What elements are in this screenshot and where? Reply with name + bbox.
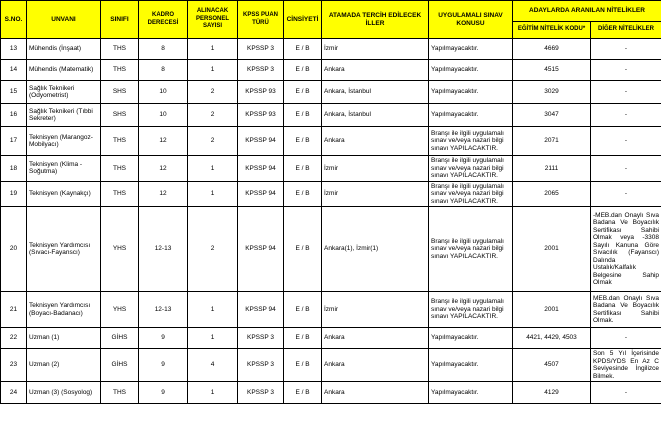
row-sno: 13 xyxy=(1,39,27,60)
row-diger: - xyxy=(591,127,661,156)
row-unvan: Mühendis (İnşaat) xyxy=(27,39,101,60)
row-cinsiyet: E / B xyxy=(284,349,322,382)
table-row xyxy=(1,181,661,207)
row-sinav: Branşı ile ilgili uygulamalı sınav ve/veya nazari bilgi sınavı YAPILACAKTIR. xyxy=(429,292,513,328)
header-alinacak: ALINACAK PERSONEL SAYISI xyxy=(188,1,238,39)
row-sinif: THS xyxy=(101,156,139,182)
row-sno: 17 xyxy=(1,127,27,156)
row-sno: 21 xyxy=(1,292,27,328)
row-kadro: 12 xyxy=(139,181,188,207)
row-sinif: YHS xyxy=(101,292,139,328)
table-row xyxy=(1,81,661,104)
row-kod: 2071 xyxy=(513,127,591,156)
row-iller: Ankara xyxy=(322,328,429,349)
row-kpss: KPSSP 94 xyxy=(238,292,284,328)
row-kadro: 10 xyxy=(139,81,188,104)
row-iller: Ankara(1), İzmir(1) xyxy=(322,207,429,292)
table-row xyxy=(1,349,661,382)
header-diger: DİĞER NİTELİKLER xyxy=(591,22,661,39)
header-kpss: KPSS PUAN TÜRÜ xyxy=(238,1,284,39)
row-kod: 2001 xyxy=(513,292,591,328)
row-iller: İzmir xyxy=(322,39,429,60)
row-kod: 4129 xyxy=(513,382,591,404)
row-sno: 22 xyxy=(1,328,27,349)
row-diger: - xyxy=(591,104,661,127)
row-cinsiyet: E / B xyxy=(284,207,322,292)
row-cinsiyet: E / B xyxy=(284,104,322,127)
header-kadro: KADRO DERECESİ xyxy=(139,1,188,39)
row-sinif: GİHS xyxy=(101,349,139,382)
row-iller: Ankara, İstanbul xyxy=(322,104,429,127)
row-cinsiyet: E / B xyxy=(284,382,322,404)
row-cinsiyet: E / B xyxy=(284,292,322,328)
row-unvan: Uzman (2) xyxy=(27,349,101,382)
row-sno: 19 xyxy=(1,181,27,207)
table-row xyxy=(1,382,661,404)
row-iller: İzmir xyxy=(322,181,429,207)
row-sinav: Branşı ile ilgili uygulamalı sınav ve/veya nazari bilgi sınavı YAPILACAKTIR. xyxy=(429,207,513,292)
row-alinacak: 1 xyxy=(188,292,238,328)
row-iller: İzmir xyxy=(322,292,429,328)
header-uygulamali: UYGULAMALI SINAV KONUSU xyxy=(429,1,513,39)
row-kod: 2001 xyxy=(513,207,591,292)
row-sinav: Yapılmayacaktır. xyxy=(429,104,513,127)
row-sinif: SHS xyxy=(101,81,139,104)
row-unvan: Teknisyen (Kaynakçı) xyxy=(27,181,101,207)
row-kod: 4421, 4429, 4503 xyxy=(513,328,591,349)
row-kpss: KPSSP 94 xyxy=(238,207,284,292)
row-kpss: KPSSP 93 xyxy=(238,104,284,127)
row-kadro: 9 xyxy=(139,328,188,349)
row-sinif: THS xyxy=(101,39,139,60)
row-sinav: Branşı ile ilgili uygulamalı sınav ve/veya nazari bilgi sınavı YAPILACAKTIR. xyxy=(429,156,513,182)
row-kpss: KPSSP 3 xyxy=(238,39,284,60)
header-sno: S.NO. xyxy=(1,1,27,39)
row-diger: - xyxy=(591,328,661,349)
row-sno: 14 xyxy=(1,60,27,81)
row-alinacak: 4 xyxy=(188,349,238,382)
row-alinacak: 1 xyxy=(188,181,238,207)
row-kadro: 12-13 xyxy=(139,207,188,292)
row-sno: 18 xyxy=(1,156,27,182)
row-sinif: THS xyxy=(101,181,139,207)
row-kod: 4669 xyxy=(513,39,591,60)
row-kpss: KPSSP 94 xyxy=(238,181,284,207)
row-iller: Ankara xyxy=(322,127,429,156)
row-diger: -MEB.dan Onaylı Sıva Badana Ve Boyacılık Sertifikası Sahibi Olmak veya -3308 Sayılı Kanuna Göre Sıvacılık (Fayanscı) Dalında Ustalık/Kalfalık Belgesine Sahip Olmak xyxy=(591,207,661,292)
row-diger: Son 5 Yıl İçerisinde KPDS/YDS En Az C Seviyesinde İngilizce Bilmek. xyxy=(591,349,661,382)
row-unvan: Sağlık Teknikeri (Odyometrist) xyxy=(27,81,101,104)
row-unvan: Uzman (3) (Sosyolog) xyxy=(27,382,101,404)
row-sinif: THS xyxy=(101,60,139,81)
row-kadro: 10 xyxy=(139,104,188,127)
row-sno: 15 xyxy=(1,81,27,104)
row-sinif: THS xyxy=(101,127,139,156)
row-kadro: 9 xyxy=(139,382,188,404)
row-sinif: SHS xyxy=(101,104,139,127)
row-diger: - xyxy=(591,382,661,404)
row-kpss: KPSSP 3 xyxy=(238,349,284,382)
row-kadro: 12 xyxy=(139,156,188,182)
row-sinav: Yapılmayacaktır. xyxy=(429,382,513,404)
row-alinacak: 2 xyxy=(188,81,238,104)
row-alinacak: 1 xyxy=(188,156,238,182)
row-alinacak: 1 xyxy=(188,328,238,349)
row-kadro: 8 xyxy=(139,60,188,81)
row-iller: Ankara xyxy=(322,349,429,382)
row-diger: MEB.dan Onaylı Sıva Badana Ve Boyacılık Sertifikası Sahibi Olmak. xyxy=(591,292,661,328)
row-sno: 24 xyxy=(1,382,27,404)
row-sno: 23 xyxy=(1,349,27,382)
row-sinif: GİHS xyxy=(101,328,139,349)
row-kpss: KPSSP 94 xyxy=(238,127,284,156)
row-kod: 3029 xyxy=(513,81,591,104)
row-unvan: Mühendis (Matematik) xyxy=(27,60,101,81)
table-row xyxy=(1,207,661,292)
row-kadro: 12-13 xyxy=(139,292,188,328)
row-diger: - xyxy=(591,39,661,60)
row-unvan: Sağlık Teknikeri (Tıbbi Sekreter) xyxy=(27,104,101,127)
header-sinif: SINIFI xyxy=(101,1,139,39)
row-iller: İzmir xyxy=(322,156,429,182)
row-alinacak: 1 xyxy=(188,39,238,60)
row-kadro: 8 xyxy=(139,39,188,60)
row-diger: - xyxy=(591,181,661,207)
row-kpss: KPSSP 94 xyxy=(238,156,284,182)
header-unvan: UNVANI xyxy=(27,1,101,39)
row-sinif: YHS xyxy=(101,207,139,292)
row-sno: 20 xyxy=(1,207,27,292)
header-adaylarda: ADAYLARDA ARANILAN NİTELİKLER xyxy=(513,1,661,22)
row-diger: - xyxy=(591,81,661,104)
row-cinsiyet: E / B xyxy=(284,127,322,156)
table-row xyxy=(1,60,661,81)
row-unvan: Teknisyen (Marangoz-Mobilyacı) xyxy=(27,127,101,156)
row-cinsiyet: E / B xyxy=(284,39,322,60)
header-egitim: EĞİTİM NİTELİK KODU* xyxy=(513,22,591,39)
row-cinsiyet: E / B xyxy=(284,81,322,104)
row-alinacak: 1 xyxy=(188,382,238,404)
row-cinsiyet: E / B xyxy=(284,156,322,182)
row-sinav: Yapılmayacaktır. xyxy=(429,60,513,81)
row-kpss: KPSSP 3 xyxy=(238,60,284,81)
row-sno: 16 xyxy=(1,104,27,127)
table-row xyxy=(1,39,661,60)
row-kpss: KPSSP 3 xyxy=(238,382,284,404)
row-kadro: 9 xyxy=(139,349,188,382)
row-cinsiyet: E / B xyxy=(284,181,322,207)
row-diger: - xyxy=(591,60,661,81)
row-sinav: Yapılmayacaktır. xyxy=(429,328,513,349)
row-sinav: Yapılmayacaktır. xyxy=(429,349,513,382)
row-cinsiyet: E / B xyxy=(284,60,322,81)
row-unvan: Uzman (1) xyxy=(27,328,101,349)
row-iller: Ankara xyxy=(322,60,429,81)
row-unvan: Teknisyen (Klima - Soğutma) xyxy=(27,156,101,182)
header-atamada: ATAMADA TERCİH EDİLECEK İLLER xyxy=(322,1,429,39)
row-diger: - xyxy=(591,156,661,182)
row-kadro: 12 xyxy=(139,127,188,156)
row-kod: 2065 xyxy=(513,181,591,207)
row-sinav: Branşı ile ilgili uygulamalı sınav ve/veya nazari bilgi sınavı YAPILACAKTIR. xyxy=(429,181,513,207)
row-kod: 4515 xyxy=(513,60,591,81)
table-row xyxy=(1,127,661,156)
row-unvan: Teknisyen Yardımcısı (Boyacı-Badanacı) xyxy=(27,292,101,328)
row-alinacak: 2 xyxy=(188,207,238,292)
row-kod: 3047 xyxy=(513,104,591,127)
row-kpss: KPSSP 93 xyxy=(238,81,284,104)
row-sinav: Branşı ile ilgili uygulamalı sınav ve/veya nazari bilgi sınavı YAPILACAKTIR. xyxy=(429,127,513,156)
table-row xyxy=(1,292,661,328)
table-row xyxy=(1,156,661,182)
row-kod: 2111 xyxy=(513,156,591,182)
row-alinacak: 2 xyxy=(188,127,238,156)
row-alinacak: 1 xyxy=(188,60,238,81)
table-row xyxy=(1,104,661,127)
row-kod: 4507 xyxy=(513,349,591,382)
row-iller: Ankara xyxy=(322,382,429,404)
row-sinav: Yapılmayacaktır. xyxy=(429,39,513,60)
row-sinif: THS xyxy=(101,382,139,404)
row-iller: Ankara, İstanbul xyxy=(322,81,429,104)
row-sinav: Yapılmayacaktır. xyxy=(429,81,513,104)
table-row xyxy=(1,328,661,349)
row-cinsiyet: E / B xyxy=(284,328,322,349)
header-cinsiyet: CİNSİYETİ xyxy=(284,1,322,39)
row-unvan: Teknisyen Yardımcısı (Sıvacı-Fayanscı) xyxy=(27,207,101,292)
row-alinacak: 2 xyxy=(188,104,238,127)
row-kpss: KPSSP 3 xyxy=(238,328,284,349)
